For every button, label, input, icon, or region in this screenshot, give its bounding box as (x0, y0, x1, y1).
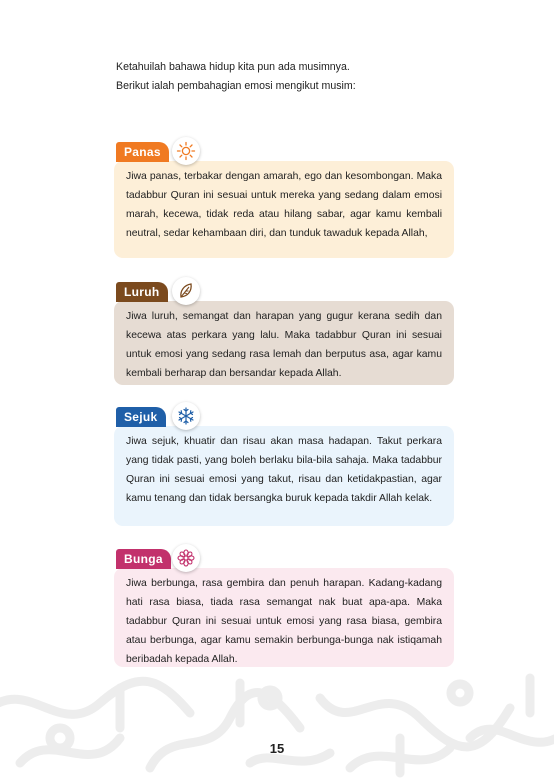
intro-line-1: Ketahuilah bahawa hidup kita pun ada musimnya. (116, 61, 350, 73)
section-label-sejuk: Sejuk (116, 407, 166, 427)
section-label-panas: Panas (116, 142, 169, 162)
section-text-panas: Jiwa panas, terbakar dengan amarah, ego dan kesombongan. Maka tadabbur Quran ini sesuai untuk mereka yang sedang dalam emosi marah, kecewa, tidak reda atau hilang sabar, agar kamu kembali neutral, sedar kehambaan diri, dan tunduk tawaduk kepada Allah, (114, 161, 454, 258)
intro-line-2: Berikut ialah pembahagian emosi mengikut musim: (116, 80, 356, 92)
leaf-icon (172, 277, 200, 305)
calligraphy-pattern (0, 668, 554, 779)
section-label-luruh: Luruh (116, 282, 168, 302)
page-number: 15 (269, 741, 285, 756)
intro-text (116, 58, 446, 96)
section-label-bunga: Bunga (116, 549, 171, 569)
snowflake-icon (172, 402, 200, 430)
flower-icon (172, 544, 200, 572)
section-text-luruh: Jiwa luruh, semangat dan harapan yang gugur kerana sedih dan kecewa atas perkara yang lalu. Maka tadabbur Quran ini sesuai untuk emosi yang sedang rasa lemah dan berputus asa, agar kamu kembali berharap dan bersandar kepada Allah. (114, 301, 454, 385)
section-text-bunga: Jiwa berbunga, rasa gembira dan penuh harapan. Kadang-kadang hati rasa biasa, tiada rasa semangat nak buat apa-apa. Maka tadabbur Quran ini sesuai untuk emosi yang rasa biasa, gembira atau berbunga, agar kamu semakin berbunga-bunga nak istiqamah beribadah kepada Allah. (114, 568, 454, 667)
section-text-sejuk: Jiwa sejuk, khuatir dan risau akan masa hadapan. Takut perkara yang tidak pasti, yang boleh berlaku bila-bila sahaja. Maka tadabbur Quran ini sesuai emosi yang takut, risau dan ketidakpastian, agar kamu tenang dan tidak bersangka buruk kepada takdir Allah kelak. (114, 426, 454, 526)
sun-icon (172, 137, 200, 165)
